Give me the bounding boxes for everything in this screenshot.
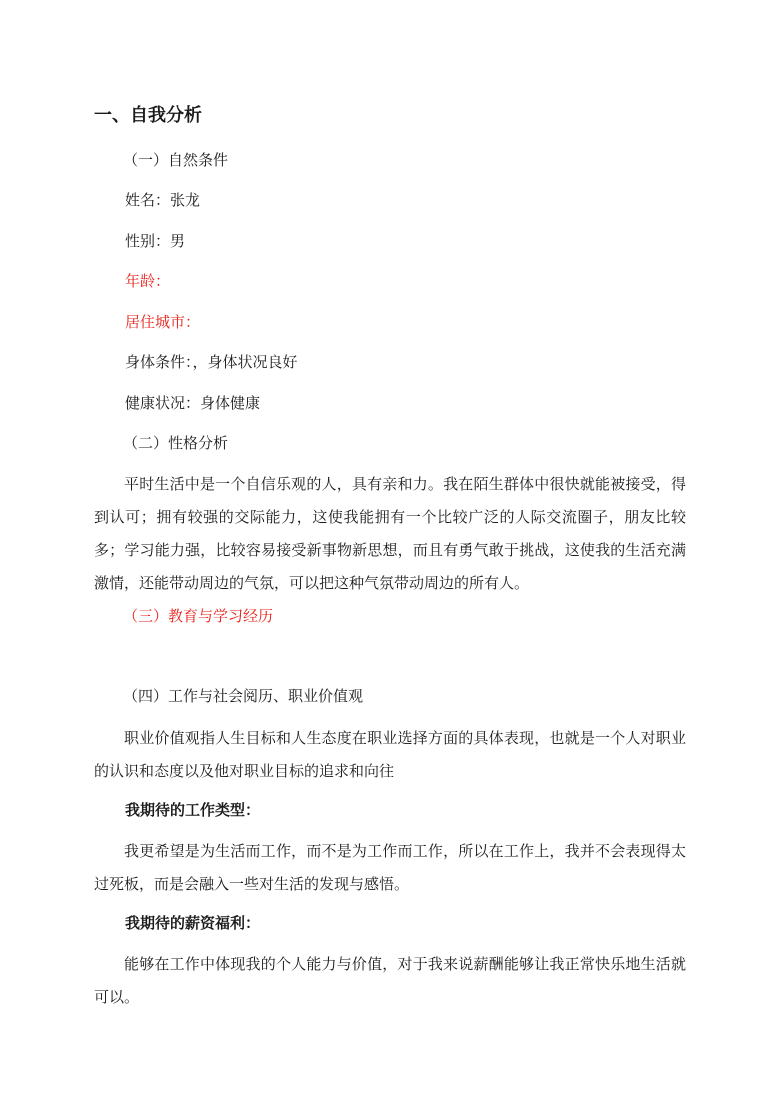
job-type-paragraph: 我更希望是为生活而工作，而不是为工作而工作，所以在工作上，我并不会表现得太过死板，而是会融入一些对生活的发现与感悟。 — [94, 842, 686, 893]
section-title: 一、自我分析 — [94, 105, 202, 126]
city-line: 居住城市： — [125, 313, 201, 331]
work-heading: （四）工作与社会阅历、职业价值观 — [123, 687, 364, 705]
body-condition-line: 身体条件：，身体状况良好 — [125, 353, 298, 371]
personality-heading: （二）性格分析 — [123, 434, 229, 452]
gender-line: 性别：男 — [125, 232, 186, 250]
salary-paragraph: 能够在工作中体现我的个人能力与价值，对于我来说薪酬能够让我正常快乐地生活就可以。 — [94, 955, 686, 1006]
job-type-heading: 我期待的工作类型： — [125, 801, 261, 819]
education-heading: （三）教育与学习经历 — [123, 607, 274, 625]
personality-paragraph: 平时生活中是一个自信乐观的人，具有亲和力。我在陌生群体中很快就能被接受，得到认可；拥有较强的交际能力，这使我能拥有一个比较广泛的人际交流圈子，朋友比较多；学习能力强，比较容易接受新事物新思想，而且有勇气敢于挑战，这使我的生活充满激情，还能带动周边的气氛，可以把这种气氛带动周边的所有人。 — [94, 475, 686, 592]
health-line: 健康状况：身体健康 — [125, 394, 261, 412]
work-paragraph: 职业价值观指人生目标和人生态度在职业选择方面的具体表现，也就是一个人对职业的认识和态度以及他对职业目标的追求和向往 — [94, 729, 686, 780]
natural-heading: （一）自然条件 — [123, 151, 229, 169]
age-line: 年龄： — [125, 272, 171, 290]
name-line: 姓名：张龙 — [125, 191, 201, 209]
salary-heading: 我期待的薪资福利： — [125, 914, 261, 932]
